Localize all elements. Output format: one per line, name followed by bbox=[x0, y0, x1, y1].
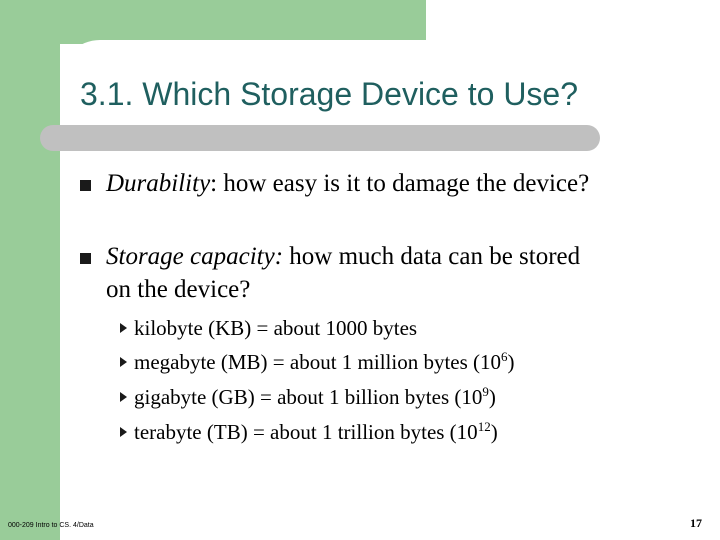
square-bullet-icon bbox=[80, 253, 91, 264]
sub-bullet-text: megabyte (MB) = about 1 million bytes (10 bbox=[134, 350, 502, 374]
footer-course-label: 000-209 Intro to CS. 4/Data bbox=[8, 522, 94, 529]
green-top-band bbox=[0, 0, 426, 44]
exponent: 9 bbox=[482, 384, 489, 399]
triangle-bullet-icon bbox=[120, 427, 127, 437]
square-bullet-icon bbox=[80, 180, 91, 191]
bullet-durability bbox=[106, 167, 589, 200]
sub-bullet-text: kilobyte (KB) = about 1000 bytes bbox=[134, 316, 418, 340]
exponent: 6 bbox=[501, 349, 508, 364]
sub-bullet-gigabyte bbox=[120, 384, 496, 410]
sub-bullet-text: terabyte (TB) = about 1 trillion bytes (10 bbox=[134, 420, 478, 444]
sub-bullet-close: ) bbox=[488, 385, 496, 409]
triangle-bullet-icon bbox=[120, 392, 127, 402]
bullet-storage-capacity bbox=[106, 240, 580, 306]
bullet-term: Storage capacity: bbox=[106, 243, 284, 270]
sub-bullet-text: gigabyte (GB) = about 1 billion bytes (10 bbox=[134, 385, 483, 409]
triangle-bullet-icon bbox=[120, 357, 127, 367]
green-left-band bbox=[0, 0, 60, 540]
exponent: 12 bbox=[477, 419, 491, 434]
slide-title: 3.1. Which Storage Device to Use? bbox=[80, 76, 579, 112]
bullet-text: how much data can be stored bbox=[283, 243, 581, 270]
title-underline-bar bbox=[40, 125, 600, 151]
bullet-term: Durability bbox=[106, 170, 211, 197]
sub-bullet-terabyte bbox=[120, 419, 498, 445]
triangle-bullet-icon bbox=[120, 323, 127, 333]
sub-bullet-megabyte bbox=[120, 349, 515, 375]
bullet-text: : how easy is it to damage the device? bbox=[210, 170, 590, 197]
sub-bullet-close: ) bbox=[490, 420, 498, 444]
sub-bullet-kilobyte bbox=[120, 315, 417, 341]
sub-bullet-close: ) bbox=[507, 350, 515, 374]
bullet-text-continued: on the device? bbox=[106, 276, 251, 303]
page-number: 17 bbox=[690, 516, 702, 530]
